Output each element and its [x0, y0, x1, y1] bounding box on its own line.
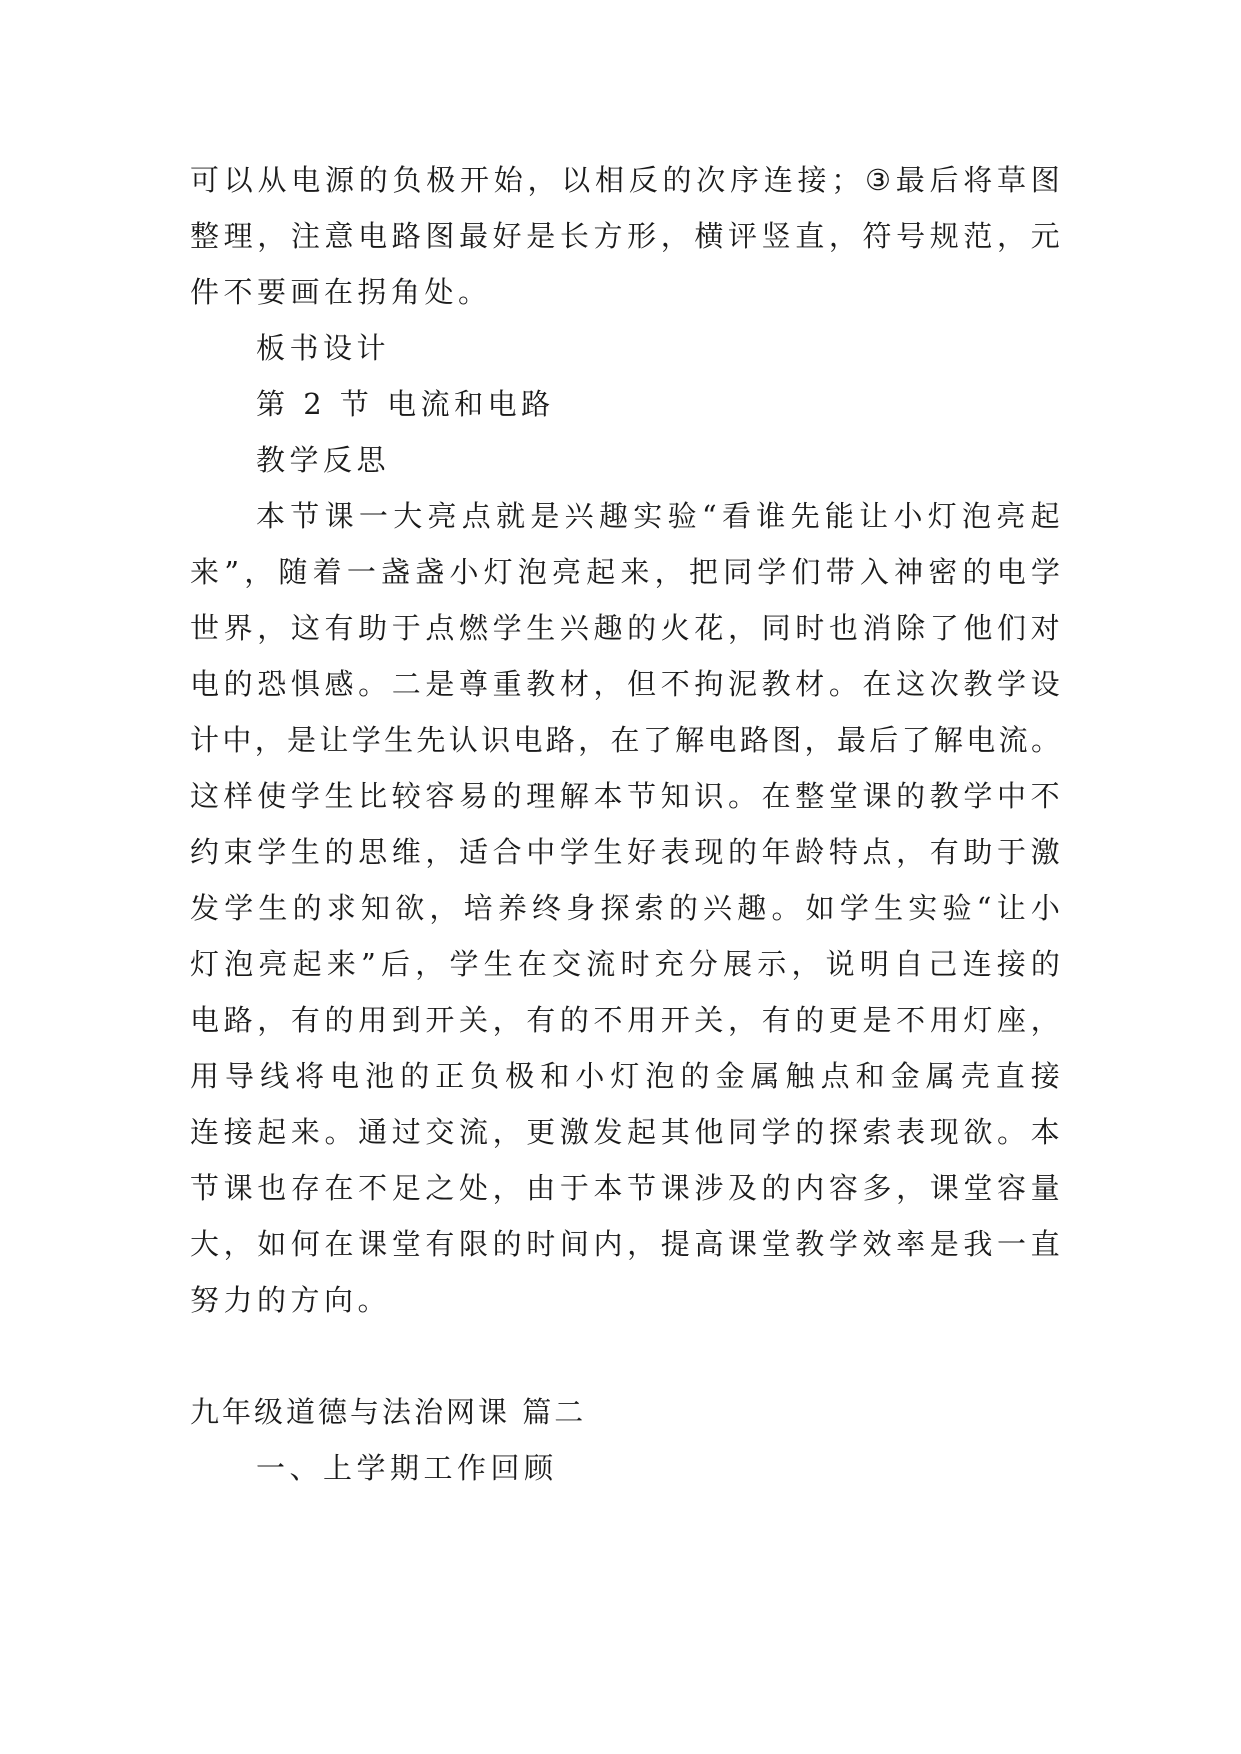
paragraph-line: 可 以 从 电 源 的 负 极 开 始 ， 以 相 反 的 次 序 连 接 ； ③ 最 后 将 草 图 [190, 163, 1060, 197]
paragraph-line: 努力的方向。 [190, 1283, 392, 1317]
paragraph-line: 来 ” ， 随 着 一 盏 盏 小 灯 泡 亮 起 来 ， 把 同 学 们 带 入 神 密 的 电 学 [190, 555, 1060, 589]
paragraph-line: 电 的 恐 惧 感 。 二 是 尊 重 教 材 ， 但 不 拘 泥 教 材 。 在 这 次 教 学 设 [190, 667, 1060, 701]
section-heading: 教学反思 [256, 443, 391, 477]
paragraph-line: 件不要画在拐角处。 [190, 275, 492, 309]
section-heading: 板书设计 [256, 331, 391, 365]
paragraph-line: 用 导 线 将 电 池 的 正 负 极 和 小 灯 泡 的 金 属 触 点 和 金 属 壳 直 接 [190, 1059, 1060, 1093]
paragraph-line: 本 节 课 一 大 亮 点 就 是 兴 趣 实 验 “ 看 谁 先 能 让 小 灯 泡 亮 起 [256, 499, 1060, 533]
article-title: 九年级道德与法治网课 篇二 [190, 1395, 587, 1429]
section-heading: 第 2 节 电流和电路 [256, 387, 555, 421]
paragraph-line: 连 接 起 来 。 通 过 交 流 ， 更 激 发 起 其 他 同 学 的 探 索 表 现 欲 。 本 [190, 1115, 1060, 1149]
paragraph-line: 计 中 ， 是 让 学 生 先 认 识 电 路 ， 在 了 解 电 路 图 ， 最 后 了 解 电 流 。 [190, 723, 1060, 757]
paragraph-line: 发 学 生 的 求 知 欲 ， 培 养 终 身 探 索 的 兴 趣 。 如 学 生 实 验 “ 让 小 [190, 891, 1060, 925]
paragraph-line: 灯 泡 亮 起 来 ” 后 ， 学 生 在 交 流 时 充 分 展 示 ， 说 明 自 己 连 接 的 [190, 947, 1060, 981]
paragraph-line: 整 理 ， 注 意 电 路 图 最 好 是 长 方 形 ， 横 评 竖 直 ， 符 号 规 范 ， 元 [190, 219, 1060, 253]
paragraph-line: 电 路 ， 有 的 用 到 开 关 ， 有 的 不 用 开 关 ， 有 的 更 是 不 用 灯 座 ， [190, 1003, 1060, 1037]
paragraph-line: 约 束 学 生 的 思 维 ， 适 合 中 学 生 好 表 现 的 年 龄 特 点 ， 有 助 于 激 [190, 835, 1060, 869]
paragraph-line: 世 界 ， 这 有 助 于 点 燃 学 生 兴 趣 的 火 花 ， 同 时 也 消 除 了 他 们 对 [190, 611, 1060, 645]
section-heading: 一、上学期工作回顾 [256, 1451, 558, 1485]
paragraph-line: 这 样 使 学 生 比 较 容 易 的 理 解 本 节 知 识 。 在 整 堂 课 的 教 学 中 不 [190, 779, 1060, 813]
paragraph-line: 节 课 也 存 在 不 足 之 处 ， 由 于 本 节 课 涉 及 的 内 容 多 ， 课 堂 容 量 [190, 1171, 1060, 1205]
paragraph-line: 大 ， 如 何 在 课 堂 有 限 的 时 间 内 ， 提 高 课 堂 教 学 效 率 是 我 一 直 [190, 1227, 1060, 1261]
